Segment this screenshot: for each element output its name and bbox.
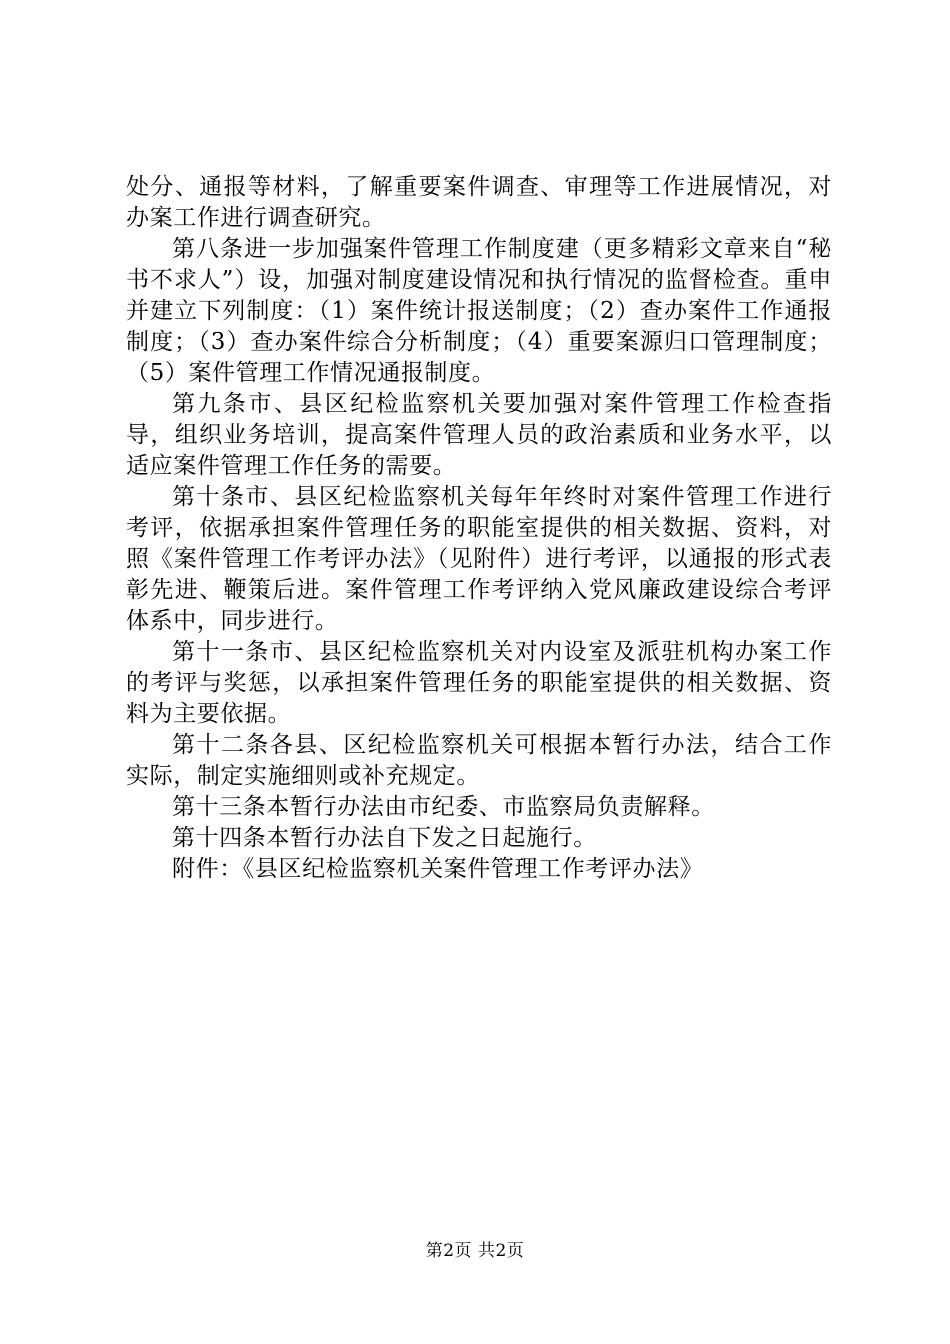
paragraph-article-14: 第十四条本暂行办法自下发之日起施行。 — [172, 825, 597, 851]
paragraph-article-10: 第十条市、县区纪检监察机关每年年终时对案件管理工作进行考评，依据承担案件管理任务的职能室提供的相关数据、资料，对照《案件管理工作考评办法》（见附件）进行考评，以通报的形式表彰先进、鞭策后进。案件管理工作考评纳入党风廉政建设综合考评体系中，同步进行。 — [126, 484, 832, 634]
paragraph-article-11: 第十一条市、县区纪检监察机关对内设室及派驻机构办案工作的考评与奖惩，以承担案件管理任务的职能室提供的相关数据、资料为主要依据。 — [126, 639, 832, 727]
paragraph-article-9: 第九条市、县区纪检监察机关要加强对案件管理工作检查指导，组织业务培训，提高案件管理人员的政治素质和业务水平，以适应案件管理工作任务的需要。 — [126, 391, 832, 479]
paragraph-article-12: 第十二条各县、区纪检监察机关可根据本暂行办法，结合工作实际，制定实施细则或补充规定。 — [126, 732, 832, 789]
page-number-footer: 第2页 共2页 — [425, 1241, 525, 1261]
paragraph-article-13: 第十三条本暂行办法由市纪委、市监察局负责解释。 — [172, 794, 715, 820]
document-body — [126, 172, 832, 885]
paragraph-article-8: 第八条进一步加强案件管理工作制度建（更多精彩文章来自“秘书不求人”）设，加强对制度建设情况和执行情况的监督检查。重申并建立下列制度：（1）案件统计报送制度；（2）查办案件工作通报制度；（3）查办案件综合分析制度；（4）重要案源归口管理制度；（5）案件管理工作情况通报制度。 — [126, 236, 832, 386]
paragraph-continuation: 处分、通报等材料，了解重要案件调查、审理等工作进展情况，对办案工作进行调查研究。 — [126, 174, 832, 231]
paragraph-attachment: 附件：《县区纪检监察机关案件管理工作考评办法》 — [172, 856, 704, 882]
